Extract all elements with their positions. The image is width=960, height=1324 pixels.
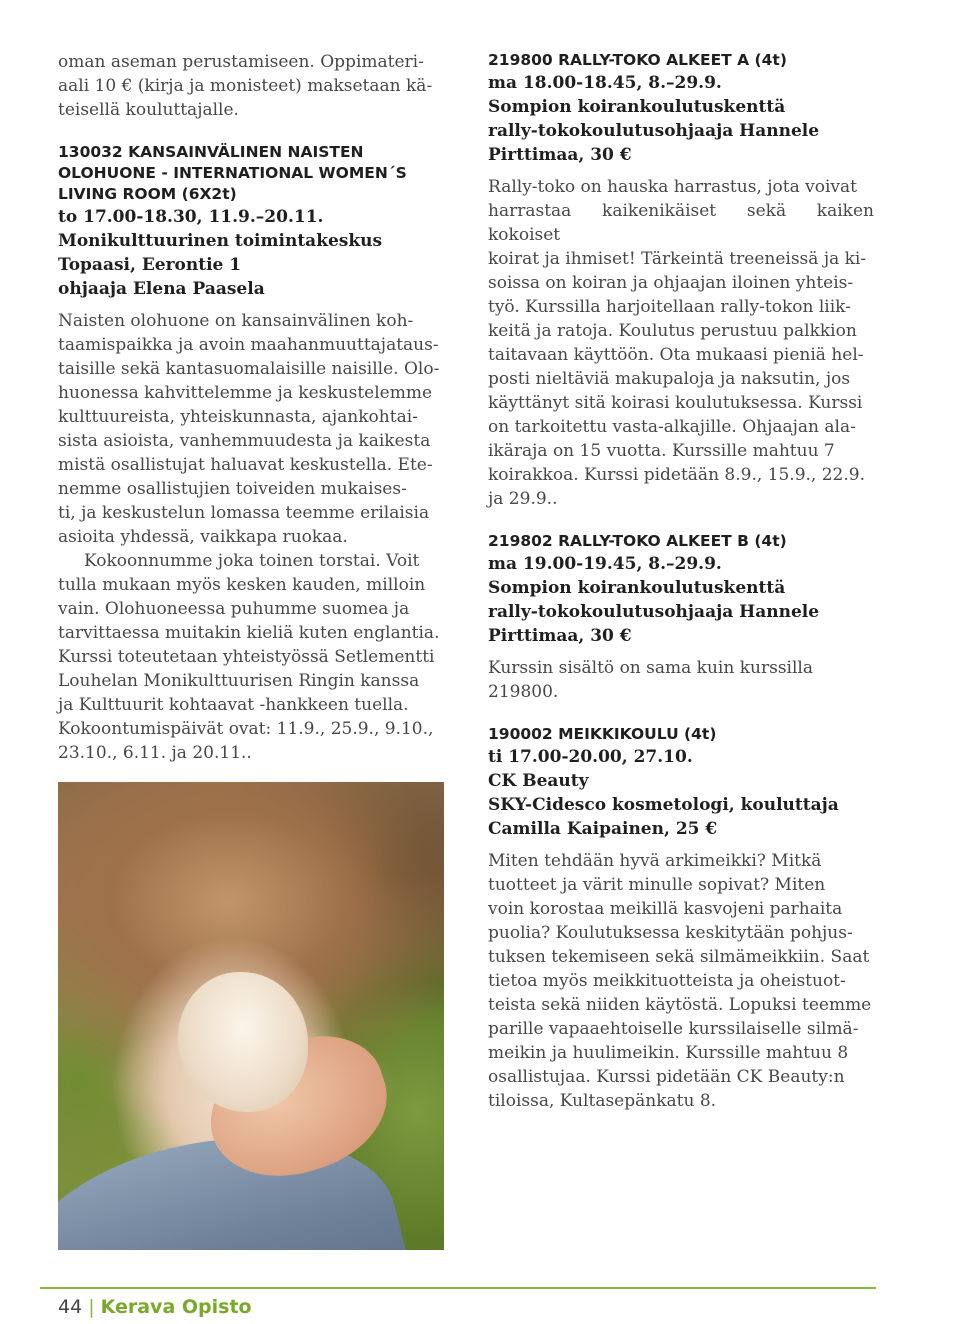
course-meta-line: Pirttimaa, 30 € xyxy=(488,145,632,165)
left-column xyxy=(58,50,444,765)
description-line: osallistujaa. Kurssi pidetään CK Beauty:n xyxy=(488,1067,845,1087)
description-line: Rally-toko on hauska harrastus, jota voivat xyxy=(488,177,857,197)
course-description-219802 xyxy=(488,656,874,704)
footer-brand: Kerava Opisto xyxy=(100,1296,252,1318)
description-line: tuksen tekemiseen sekä silmämeikkiin. Saat xyxy=(488,947,870,967)
course-meta-line: rally-tokokoulutusohjaaja Hannele xyxy=(488,121,820,141)
description-line: mistä osallistujat haluavat keskustella. Ete- xyxy=(58,455,433,475)
description-line: asioita yhdessä, vaikkapa ruokaa. xyxy=(58,527,348,547)
intro-line: oman aseman perustamiseen. Oppimateri- xyxy=(58,52,424,72)
description-line: 23.10., 6.11. ja 20.11.. xyxy=(58,743,252,763)
description-line: käyttänyt sitä koirasi koulutuksessa. Kurssi xyxy=(488,393,863,413)
course-heading-130032 xyxy=(58,142,444,205)
course-meta-line: rally-tokokoulutusohjaaja Hannele xyxy=(488,602,820,622)
course-heading-line: 219800 RALLY-TOKO ALKEET A (4t) xyxy=(488,51,787,69)
description-line: ikäraja on 15 vuotta. Kurssille mahtuu 7 xyxy=(488,441,835,461)
intro-line: teisellä kouluttajalle. xyxy=(58,100,239,120)
description-line: puolia? Koulutuksessa keskitytään pohjus- xyxy=(488,923,853,943)
course-meta-line: Monikulttuurinen toimintakeskus xyxy=(58,231,383,251)
description-line: Kokoonnumme joka toinen torstai. Voit xyxy=(84,551,420,571)
course-meta-line: Sompion koirankoulutuskenttä xyxy=(488,97,786,117)
right-column xyxy=(488,50,874,1113)
course-description-190002 xyxy=(488,849,874,1113)
course-meta-line: ma 19.00-19.45, 8.–29.9. xyxy=(488,554,722,574)
description-line: taamispaikka ja avoin maahanmuuttajataus- xyxy=(58,335,439,355)
course-meta-219800 xyxy=(488,71,874,167)
course-meta-line: to 17.00-18.30, 11.9.–20.11. xyxy=(58,207,324,227)
description-line: työ. Kurssilla harjoitellaan rally-tokon liik- xyxy=(488,297,851,317)
description-line: koirakkoa. Kurssi pidetään 8.9., 15.9., 22.9. xyxy=(488,465,865,485)
description-line: ja 29.9.. xyxy=(488,489,558,509)
description-line: ti, ja keskustelun lomassa teemme erilaisia xyxy=(58,503,430,523)
description-line: keitä ja ratoja. Koulutus perustuu palkkion xyxy=(488,321,857,341)
description-line: tietoa myös meikkituotteista ja oheistuot- xyxy=(488,971,846,991)
course-meta-line: CK Beauty xyxy=(488,771,589,791)
course-meta-line: ti 17.00-20.00, 27.10. xyxy=(488,747,693,767)
course-heading-line: OLOHUONE - INTERNATIONAL WOMEN´S xyxy=(58,164,407,182)
course-meta-line: ohjaaja Elena Paasela xyxy=(58,279,265,299)
footer-separator: | xyxy=(88,1296,95,1318)
page-footer xyxy=(58,1294,252,1322)
course-heading-line: LIVING ROOM (6X2t) xyxy=(58,185,237,203)
description-line: soissa on koiran ja ohjaajan iloinen yhteis- xyxy=(488,273,854,293)
course-description-130032-cont xyxy=(58,549,444,765)
description-line: posti nieltäviä makupaloja ja naksutin, jos xyxy=(488,369,851,389)
course-heading-219800 xyxy=(488,50,874,71)
description-line: taisille sekä kantasuomalaisille naisille. Olo- xyxy=(58,359,440,379)
description-line: voin korostaa meikillä kasvojeni parhaita xyxy=(488,899,843,919)
description-line: nemme osallistujien toiveiden mukaises- xyxy=(58,479,407,499)
course-description-130032 xyxy=(58,309,444,549)
description-line: tuotteet ja värit minulle sopivat? Miten xyxy=(488,875,826,895)
description-line: ja Kulttuurit kohtaavat -hankkeen tuella. xyxy=(58,695,409,715)
description-line: meikin ja huulimeikin. Kurssille mahtuu 8 xyxy=(488,1043,849,1063)
course-meta-line: ma 18.00-18.45, 8.–29.9. xyxy=(488,73,722,93)
course-heading-219802 xyxy=(488,531,874,552)
course-meta-line: Pirttimaa, 30 € xyxy=(488,626,632,646)
description-line: tulla mukaan myös kesken kauden, milloin xyxy=(58,575,426,595)
description-line: Louhelan Monikulttuurisen Ringin kanssa xyxy=(58,671,420,691)
footer-rule xyxy=(40,1287,876,1289)
description-line: Kokoontumispäivät ovat: 11.9., 25.9., 9.10., xyxy=(58,719,434,739)
description-line: Kurssi toteutetaan yhteistyössä Setlementti xyxy=(58,647,435,667)
description-line: tiloissa, Kultasepänkatu 8. xyxy=(488,1091,717,1111)
course-heading-190002 xyxy=(488,724,874,745)
course-meta-219802 xyxy=(488,552,874,648)
description-line: on tarkoitettu vasta-alkajille. Ohjaajan ala- xyxy=(488,417,856,437)
description-line: huonessa kahvittelemme ja keskustelemme xyxy=(58,383,433,403)
intro-line: aali 10 € (kirja ja monisteet) maksetaan kä- xyxy=(58,76,433,96)
description-line: harrastaa kaikenikäiset sekä kaiken kokoiset xyxy=(488,201,874,245)
course-meta-190002 xyxy=(488,745,874,841)
description-line: teista sekä niiden käytöstä. Lopuksi teemme xyxy=(488,995,872,1015)
description-line: 219800. xyxy=(488,682,559,702)
course-meta-line: Camilla Kaipainen, 25 € xyxy=(488,819,718,839)
course-meta-line: SKY-Cidesco kosmetologi, kouluttaja xyxy=(488,795,839,815)
description-line: vain. Olohuoneessa puhumme suomea ja xyxy=(58,599,410,619)
course-heading-line: 219802 RALLY-TOKO ALKEET B (4t) xyxy=(488,532,787,550)
course-description-219800 xyxy=(488,175,874,511)
course-heading-line: 130032 KANSAINVÄLINEN NAISTEN xyxy=(58,143,364,161)
description-line: Kurssin sisältö on sama kuin kurssilla xyxy=(488,658,813,678)
description-line: Miten tehdään hyvä arkimeikki? Mitkä xyxy=(488,851,822,871)
intro-paragraph xyxy=(58,50,444,122)
page-number: 44 xyxy=(58,1296,83,1318)
description-line: sista asioista, vanhemmuudesta ja kaikesta xyxy=(58,431,431,451)
dog-paw-hand-photo xyxy=(58,782,444,1250)
description-line: parille vapaaehtoiselle kurssilaiselle silmä- xyxy=(488,1019,859,1039)
course-meta-line: Sompion koirankoulutuskenttä xyxy=(488,578,786,598)
description-line: tarvittaessa muitakin kieliä kuten englantia. xyxy=(58,623,440,643)
course-meta-line: Topaasi, Eerontie 1 xyxy=(58,255,242,275)
description-line: Naisten olohuone on kansainvälinen koh- xyxy=(58,311,414,331)
description-line: kulttuureista, yhteiskunnasta, ajankohtai- xyxy=(58,407,418,427)
description-line: koirat ja ihmiset! Tärkeintä treeneissä ja ki- xyxy=(488,249,867,269)
photo-paw xyxy=(178,972,308,1112)
description-line: taitavaan käyttöön. Ota mukaasi pieniä hel- xyxy=(488,345,864,365)
course-meta-130032 xyxy=(58,205,444,301)
course-heading-line: 190002 MEIKKIKOULU (4t) xyxy=(488,725,717,743)
